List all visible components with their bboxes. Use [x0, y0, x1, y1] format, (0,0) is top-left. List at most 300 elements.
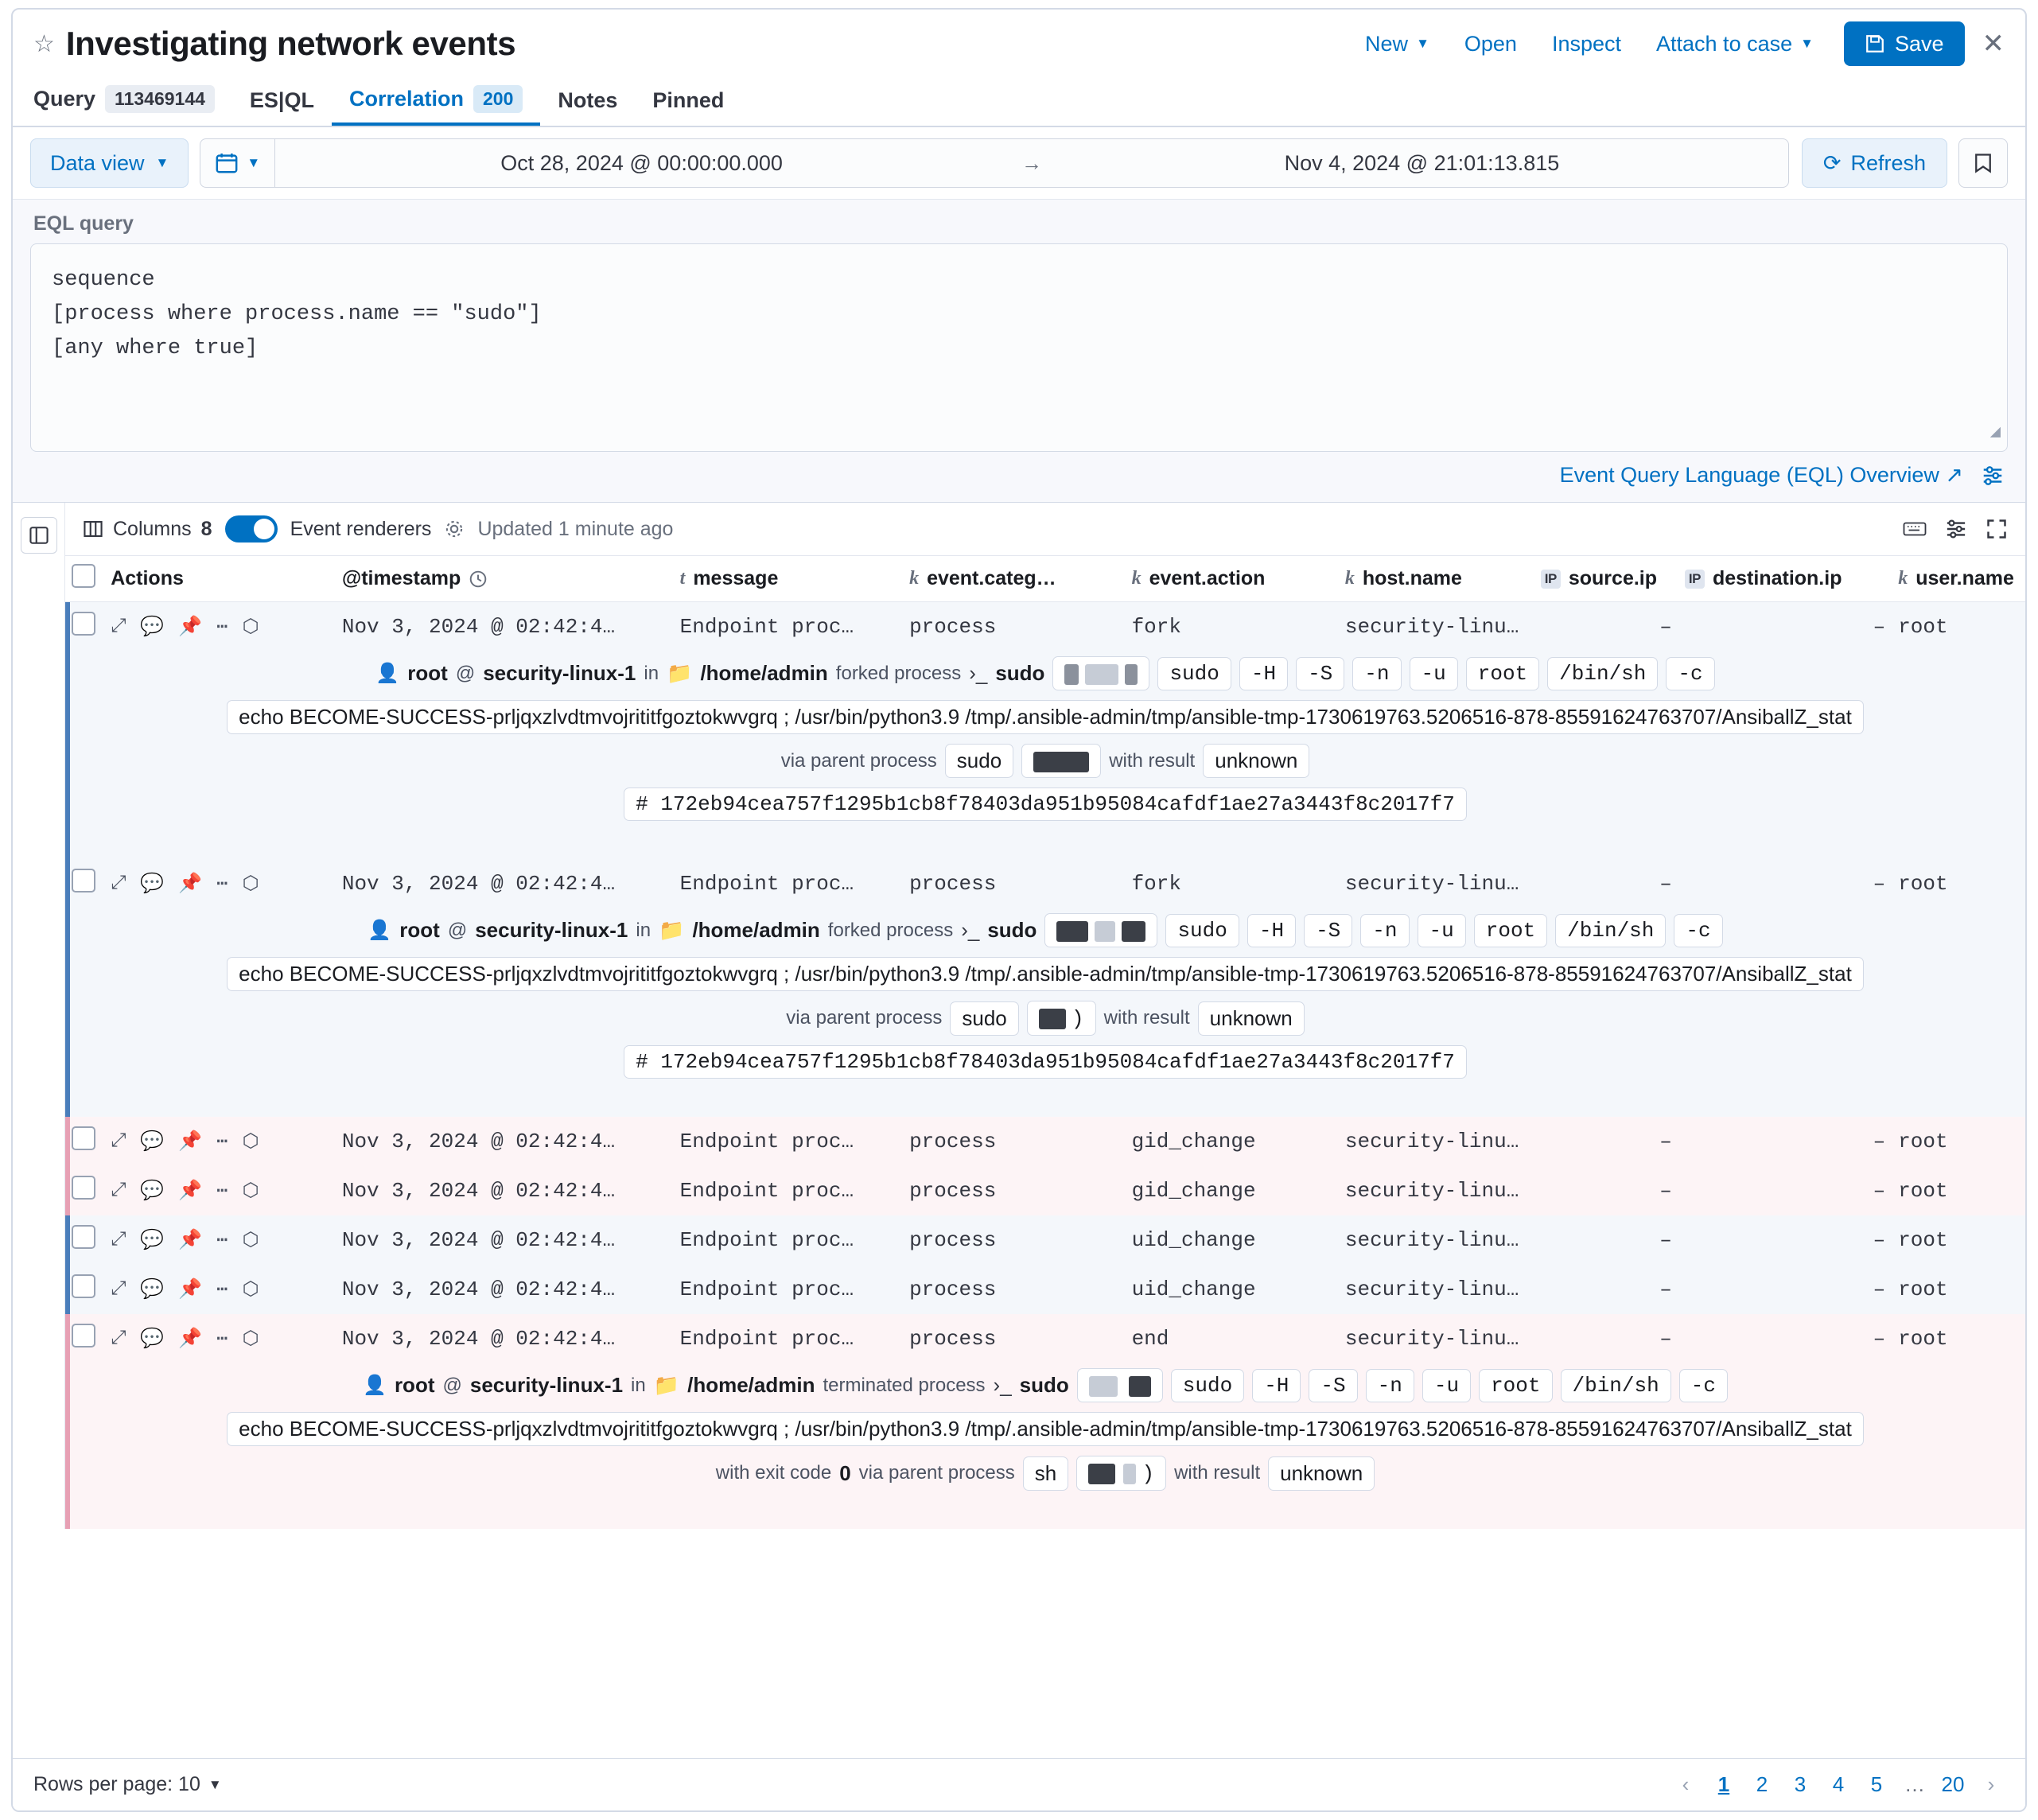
- eql-line-2: [process where process.name == "sudo"]: [52, 302, 542, 327]
- refresh-icon: ⟳: [1822, 150, 1842, 175]
- date-quick-select-button[interactable]: [200, 138, 274, 188]
- more-actions-icon[interactable]: ⋯: [216, 1132, 228, 1153]
- renderer-hash: [624, 1045, 1467, 1079]
- renderer-in-label: in: [644, 662, 659, 684]
- hash-value: 172eb94cea757f1295b1cb8f78403da951b95084cafdf1ae27a3443f8c2017f7: [660, 1050, 1455, 1074]
- renderer-arg: -H: [1239, 657, 1288, 690]
- cell-event-category: process: [909, 1179, 997, 1203]
- renderer-arg: -S: [1304, 914, 1352, 947]
- more-actions-icon[interactable]: ⋯: [216, 1181, 228, 1203]
- analyzer-icon[interactable]: ⬡: [242, 1280, 259, 1301]
- header-user-name-label: user.name: [1915, 567, 2014, 589]
- open-button[interactable]: [1447, 32, 1534, 56]
- grid-toolbar-right: [1903, 518, 2008, 540]
- new-label: New: [1365, 31, 1409, 56]
- tab-esql[interactable]: [232, 88, 332, 126]
- eql-footer: [13, 452, 2025, 502]
- cell-source-ip: –: [1659, 1130, 1672, 1153]
- renderer-process: sudo: [995, 661, 1045, 685]
- page-button-1[interactable]: 1: [1717, 1772, 1730, 1796]
- cell-host-name[interactable]: security-linu…: [1344, 1278, 1519, 1301]
- cell-message: Endpoint proc…: [679, 1130, 854, 1153]
- data-grid-wrapper: [13, 502, 2025, 1529]
- date-arrow-icon: →: [1021, 150, 1043, 175]
- pin-icon[interactable]: 📌: [178, 617, 203, 639]
- save-query-icon[interactable]: [1958, 138, 2008, 188]
- toggle-sidebar-icon[interactable]: [21, 517, 57, 554]
- start-date-input[interactable]: Oct 28, 2024 @ 00:00:00.000: [500, 150, 783, 175]
- header-source-ip[interactable]: [1534, 556, 1678, 602]
- header-destination-ip[interactable]: [1678, 556, 1892, 602]
- page-ellipsis: …: [1904, 1772, 1925, 1796]
- header-destination-ip-label: destination.ip: [1712, 567, 1842, 589]
- row-select-cell[interactable]: [65, 859, 104, 908]
- event-renderer-row: [65, 908, 2025, 1117]
- row-checkbox[interactable]: [72, 1126, 95, 1150]
- events-table: [65, 555, 2025, 1529]
- attach-to-case-label: Attach to case: [1656, 31, 1793, 56]
- cell-source-ip: –: [1659, 1228, 1672, 1252]
- calendar-icon: [215, 151, 239, 175]
- cell-source-ip: –: [1659, 872, 1672, 896]
- tab-query-badge: 113469144: [105, 85, 215, 113]
- cell-timestamp: Nov 3, 2024 @ 02:42:4…: [341, 1179, 616, 1203]
- renderer-result-label: with result: [1174, 1462, 1261, 1484]
- keyboard-shortcuts-icon[interactable]: [1903, 519, 1927, 539]
- tab-pinned[interactable]: [635, 88, 741, 126]
- chevron-down-icon: ▼: [208, 1776, 222, 1792]
- cell-event-category: process: [909, 1278, 997, 1301]
- star-icon[interactable]: ☆: [33, 30, 55, 57]
- folder-icon: 📁: [667, 661, 693, 685]
- table-header-row: [65, 556, 2025, 602]
- renderer-arg: -S: [1309, 1369, 1357, 1402]
- eql-settings-icon[interactable]: [1981, 464, 2005, 488]
- rows-per-page-selector[interactable]: [33, 1773, 222, 1796]
- renderer-parent: sudo: [950, 1001, 1018, 1036]
- event-renderer: [65, 651, 2025, 838]
- renderer-arg: root: [1479, 1369, 1552, 1402]
- cell-host-name[interactable]: security-linu…: [1344, 1228, 1519, 1252]
- inspect-label: Inspect: [1551, 31, 1622, 56]
- cell-event-category: process: [909, 615, 997, 639]
- row-select-cell[interactable]: [65, 1265, 104, 1314]
- renderer-hash: [624, 788, 1467, 821]
- cell-message: Endpoint proc…: [679, 872, 854, 896]
- header-host-name[interactable]: [1339, 556, 1534, 602]
- renderer-redacted-pid: [1052, 656, 1149, 690]
- cell-host-name[interactable]: security-linu…: [1344, 615, 1519, 639]
- renderer-arg: /bin/sh: [1561, 1369, 1671, 1402]
- expand-icon[interactable]: ⤢: [111, 1180, 126, 1202]
- comment-icon[interactable]: 💬: [140, 1132, 165, 1153]
- renderer-host: security-linux-1: [475, 918, 628, 942]
- cell-message: Endpoint proc…: [679, 1179, 854, 1203]
- renderer-at: @: [455, 662, 476, 684]
- chevron-down-icon: ▼: [1416, 36, 1429, 51]
- columns-button[interactable]: [83, 518, 212, 541]
- tab-correlation-label: Correlation: [348, 87, 465, 111]
- table-row[interactable]: [65, 1215, 2025, 1265]
- pin-icon[interactable]: 📌: [178, 874, 203, 896]
- renderer-arg: sudo: [1171, 1369, 1244, 1402]
- row-actions-cell[interactable]: [104, 1265, 336, 1314]
- event-renderer: [65, 908, 2025, 1096]
- hash-prefix: #: [636, 1050, 648, 1074]
- header-timestamp[interactable]: [336, 556, 674, 602]
- table-row[interactable]: [65, 602, 2025, 652]
- cell-event-action: fork: [1131, 872, 1181, 896]
- comment-icon[interactable]: 💬: [140, 1280, 165, 1301]
- cell-timestamp: Nov 3, 2024 @ 02:42:4…: [341, 1327, 616, 1351]
- expand-icon[interactable]: ⤢: [111, 616, 126, 638]
- renderer-at: @: [442, 1374, 462, 1396]
- cell-user-name[interactable]: root: [1898, 615, 1948, 639]
- cell-source-ip: –: [1659, 1278, 1672, 1301]
- cell-source-ip: –: [1659, 1327, 1672, 1351]
- pin-icon[interactable]: 📌: [178, 1181, 203, 1203]
- renderer-arg: sudo: [1157, 657, 1231, 690]
- grid-left-rail: [13, 503, 65, 1529]
- row-actions-cell[interactable]: [104, 859, 336, 908]
- header-event-action-label: event.action: [1149, 567, 1266, 589]
- tab-bar: [13, 78, 2025, 127]
- new-button[interactable]: [1348, 32, 1447, 56]
- cell-host-name[interactable]: security-linu…: [1344, 1130, 1519, 1153]
- renderer-arg: -c: [1679, 1369, 1728, 1402]
- renderer-in-label: in: [631, 1374, 646, 1396]
- tab-query[interactable]: [33, 85, 232, 126]
- refresh-label: Refresh: [1850, 150, 1926, 175]
- cell-destination-ip: –: [1873, 615, 1886, 639]
- external-link-icon: ↗: [1945, 463, 1963, 487]
- eql-query-label: EQL query: [33, 212, 134, 235]
- cell-timestamp: Nov 3, 2024 @ 02:42:4…: [341, 1228, 616, 1252]
- user-icon: 👤: [363, 1375, 387, 1396]
- cell-destination-ip: –: [1873, 1228, 1886, 1252]
- row-checkbox[interactable]: [72, 1225, 95, 1249]
- cell-event-category: process: [909, 1327, 997, 1351]
- tab-correlation[interactable]: [332, 85, 540, 126]
- cell-event-category: process: [909, 872, 997, 896]
- console-icon: ›_: [961, 918, 980, 942]
- renderer-process: sudo: [987, 918, 1037, 942]
- save-label: Save: [1894, 31, 1944, 56]
- renderer-arg: sudo: [1165, 914, 1239, 947]
- cell-event-action: fork: [1131, 615, 1181, 639]
- row-select-cell[interactable]: [65, 1117, 104, 1166]
- row-actions-cell[interactable]: [104, 1166, 336, 1215]
- eql-line-3: [any where true]: [52, 336, 259, 361]
- renderer-at: @: [447, 919, 468, 941]
- updated-status: Updated 1 minute ago: [477, 517, 674, 540]
- grid-footer: [13, 1758, 2025, 1810]
- more-actions-icon[interactable]: ⋯: [216, 1329, 228, 1351]
- tab-notes[interactable]: [540, 88, 635, 126]
- field-type-keyword-icon: k: [909, 568, 920, 589]
- eql-overview-label: Event Query Language (EQL) Overview: [1559, 463, 1939, 487]
- header-timestamp-label: @timestamp: [341, 567, 461, 589]
- table-row[interactable]: [65, 859, 2025, 908]
- analyzer-icon[interactable]: ⬡: [242, 1181, 259, 1203]
- cell-message: Endpoint proc…: [679, 615, 854, 639]
- date-range-picker: [274, 138, 1789, 188]
- renderer-user: root: [394, 1373, 435, 1397]
- previous-page-button[interactable]: ‹: [1682, 1772, 1690, 1796]
- analyzer-icon[interactable]: ⬡: [242, 1132, 259, 1153]
- row-checkbox[interactable]: [72, 1324, 95, 1348]
- cell-user-name[interactable]: root: [1898, 1278, 1948, 1301]
- expand-icon[interactable]: ⤢: [111, 1230, 126, 1251]
- refresh-button[interactable]: [1802, 138, 1947, 188]
- renderer-arg: -u: [1410, 657, 1458, 690]
- row-checkbox[interactable]: [72, 1176, 95, 1200]
- user-icon: 👤: [368, 920, 392, 941]
- eql-query-editor[interactable]: [30, 243, 2008, 452]
- renderer-dir: /home/admin: [687, 1373, 815, 1397]
- event-renderers-toggle[interactable]: [225, 515, 278, 542]
- row-actions-cell[interactable]: [104, 1117, 336, 1166]
- expand-icon[interactable]: ⤢: [111, 1328, 126, 1350]
- console-icon: ›_: [993, 1373, 1012, 1397]
- cell-event-action: uid_change: [1131, 1278, 1256, 1301]
- event-renderer-row: [65, 651, 2025, 859]
- cell-event-action: gid_change: [1131, 1179, 1256, 1203]
- cell-event-category: process: [909, 1130, 997, 1153]
- renderer-redacted-pid: [1077, 1368, 1163, 1402]
- header-message-label: message: [693, 567, 779, 589]
- select-all-checkbox[interactable]: [72, 564, 95, 588]
- field-type-keyword-icon: k: [1344, 568, 1355, 589]
- renderer-parent-label: via parent process: [780, 749, 937, 772]
- renderer-arg: -c: [1674, 914, 1722, 947]
- console-icon: ›_: [969, 661, 988, 685]
- page-button-3[interactable]: 3: [1794, 1772, 1807, 1796]
- comment-icon[interactable]: 💬: [140, 874, 165, 896]
- more-actions-icon[interactable]: ⋯: [216, 617, 228, 639]
- renderer-redacted-parent-pid: ): [1027, 1001, 1096, 1036]
- renderer-arg: -c: [1666, 657, 1714, 690]
- renderer-dir: /home/admin: [700, 661, 828, 685]
- table-row[interactable]: [65, 1265, 2025, 1314]
- renderer-verb: terminated process: [823, 1374, 986, 1396]
- event-renderer: [65, 1363, 2025, 1508]
- row-select-cell[interactable]: [65, 1166, 104, 1215]
- expand-icon[interactable]: ⤢: [111, 1131, 126, 1153]
- cell-user-name[interactable]: root: [1898, 872, 1948, 896]
- select-all-header[interactable]: [65, 556, 104, 602]
- data-view-selector[interactable]: [30, 138, 189, 188]
- header-actions: [104, 556, 336, 602]
- renderer-parent: sh: [1023, 1456, 1068, 1491]
- save-button[interactable]: [1844, 21, 1965, 66]
- header-host-name-label: host.name: [1362, 567, 1462, 589]
- folder-icon: 📁: [659, 918, 685, 942]
- more-actions-icon[interactable]: ⋯: [216, 874, 228, 896]
- table-row[interactable]: [65, 1314, 2025, 1363]
- row-select-cell[interactable]: [65, 1314, 104, 1363]
- renderer-in-label: in: [636, 919, 651, 941]
- renderer-host: security-linux-1: [469, 1373, 624, 1397]
- rows-per-page-label: Rows per page: 10: [33, 1773, 200, 1795]
- renderer-arg: root: [1466, 657, 1539, 690]
- cell-source-ip: –: [1659, 1179, 1672, 1203]
- renderer-command: echo BECOME-SUCCESS-prljqxzlvdtmvojrititfgoztokwvgrq ; /usr/bin/python3.9 /tmp/.ansible-admin/tmp/ansible-tmp-1730619763.5206516-878-85591624763707/AnsiballZ_stat: [227, 700, 1864, 734]
- cell-host-name[interactable]: security-linu…: [1344, 1327, 1519, 1351]
- comment-icon[interactable]: 💬: [140, 617, 165, 639]
- cell-source-ip: –: [1659, 615, 1672, 639]
- pin-icon[interactable]: 📌: [178, 1329, 203, 1351]
- chevron-down-icon: ▼: [155, 155, 169, 170]
- page-button-5[interactable]: 5: [1870, 1772, 1883, 1796]
- cell-event-category: process: [909, 1228, 997, 1252]
- field-type-keyword-icon: k: [1898, 568, 1908, 589]
- renderer-arg: -u: [1418, 914, 1466, 947]
- renderer-redacted-parent-pid: [1021, 744, 1101, 778]
- renderer-redacted-parent-pid: ): [1076, 1456, 1166, 1491]
- pin-icon[interactable]: 📌: [178, 1132, 203, 1153]
- renderer-command: echo BECOME-SUCCESS-prljqxzlvdtmvojrititfgoztokwvgrq ; /usr/bin/python3.9 /tmp/.ansible-admin/tmp/ansible-tmp-1730619763.5206516-878-85591624763707/AnsiballZ_stat: [227, 1412, 1864, 1446]
- event-renderers-label: Event renderers: [290, 517, 432, 540]
- renderer-verb: forked process: [827, 919, 954, 941]
- analyzer-icon[interactable]: ⬡: [242, 1231, 259, 1252]
- comment-icon[interactable]: 💬: [140, 1181, 165, 1203]
- field-type-text-icon: t: [679, 568, 686, 589]
- eql-query-section: [13, 199, 2025, 502]
- data-grid: [65, 503, 2025, 1529]
- row-select-cell[interactable]: [65, 602, 104, 652]
- cell-user-name[interactable]: root: [1898, 1228, 1948, 1252]
- tab-esql-label: ES|QL: [249, 88, 314, 112]
- renderer-arg: -S: [1296, 657, 1344, 690]
- renderer-arg: /bin/sh: [1547, 657, 1658, 690]
- row-actions-cell[interactable]: [104, 602, 336, 652]
- field-type-keyword-icon: k: [1131, 568, 1142, 589]
- next-page-button[interactable]: ›: [1987, 1772, 1995, 1796]
- page-button-4[interactable]: 4: [1832, 1772, 1845, 1796]
- renderer-arg: /bin/sh: [1555, 914, 1666, 947]
- chevron-down-icon: ▼: [1800, 36, 1814, 51]
- header-event-action[interactable]: [1126, 556, 1339, 602]
- renderer-result: unknown: [1203, 744, 1309, 778]
- gear-icon[interactable]: [444, 519, 465, 539]
- cell-timestamp: Nov 3, 2024 @ 02:42:4…: [341, 1130, 616, 1153]
- cell-timestamp: Nov 3, 2024 @ 02:42:4…: [341, 872, 616, 896]
- renderer-user: root: [407, 661, 448, 685]
- cell-user-name[interactable]: root: [1898, 1179, 1948, 1203]
- renderer-process: sudo: [1019, 1373, 1069, 1397]
- row-checkbox[interactable]: [72, 1274, 95, 1298]
- cell-event-action: gid_change: [1131, 1130, 1256, 1153]
- cell-destination-ip: –: [1873, 1278, 1886, 1301]
- more-actions-icon[interactable]: ⋯: [216, 1280, 228, 1301]
- renderer-result: unknown: [1268, 1456, 1375, 1491]
- page-button-20[interactable]: 20: [1941, 1772, 1965, 1796]
- end-date-input[interactable]: Nov 4, 2024 @ 21:01:13.815: [1284, 150, 1560, 175]
- cell-event-action: uid_change: [1131, 1228, 1256, 1252]
- row-checkbox[interactable]: [72, 869, 95, 892]
- header-event-category[interactable]: [903, 556, 1125, 602]
- renderer-result-label: with result: [1109, 749, 1196, 772]
- analyzer-icon[interactable]: ⬡: [242, 1329, 259, 1351]
- renderer-redacted-pid: [1044, 913, 1157, 947]
- row-select-cell[interactable]: [65, 1215, 104, 1265]
- renderer-parent-label: via parent process: [858, 1462, 1015, 1484]
- header-message[interactable]: [674, 556, 903, 602]
- header-source-ip-label: source.ip: [1568, 567, 1658, 589]
- columns-icon: [83, 519, 103, 539]
- renderer-arg: -n: [1360, 914, 1409, 947]
- flyout-header: [13, 10, 2025, 78]
- hash-value: 172eb94cea757f1295b1cb8f78403da951b95084cafdf1ae27a3443f8c2017f7: [660, 792, 1455, 816]
- hash-prefix: #: [636, 792, 648, 816]
- header-actions: [1348, 21, 2005, 66]
- renderer-result: unknown: [1198, 1001, 1305, 1036]
- inspect-button[interactable]: [1534, 32, 1639, 56]
- row-checkbox[interactable]: [72, 612, 95, 636]
- columns-label: Columns: [113, 517, 192, 540]
- cell-host-name[interactable]: security-linu…: [1344, 1179, 1519, 1203]
- columns-count: 8: [200, 517, 212, 540]
- renderer-arg: -n: [1352, 657, 1401, 690]
- renderer-parent-label: via parent process: [786, 1007, 943, 1029]
- query-bar: [13, 127, 2025, 199]
- page-button-2[interactable]: 2: [1756, 1772, 1768, 1796]
- cell-host-name[interactable]: security-linu…: [1344, 872, 1519, 896]
- table-row[interactable]: [65, 1166, 2025, 1215]
- display-options-icon[interactable]: [1944, 519, 1968, 539]
- row-actions-cell[interactable]: [104, 1215, 336, 1265]
- analyzer-icon[interactable]: ⬡: [242, 874, 259, 896]
- field-type-ip-icon: IP: [1685, 570, 1705, 589]
- pin-icon[interactable]: 📌: [178, 1231, 203, 1252]
- renderer-verb: forked process: [835, 662, 962, 684]
- cell-destination-ip: –: [1873, 872, 1886, 896]
- expand-icon[interactable]: ⤢: [111, 1279, 126, 1301]
- chevron-down-icon: ▼: [247, 155, 261, 170]
- cell-destination-ip: –: [1873, 1327, 1886, 1351]
- renderer-exit-code: 0: [839, 1460, 851, 1485]
- cell-user-name[interactable]: root: [1898, 1327, 1948, 1351]
- renderer-command: echo BECOME-SUCCESS-prljqxzlvdtmvojrititfgoztokwvgrq ; /usr/bin/python3.9 /tmp/.ansible-admin/tmp/ansible-tmp-1730619763.5206516-878-85591624763707/AnsiballZ_stat: [227, 957, 1864, 991]
- resize-handle-icon[interactable]: ◢: [1989, 422, 2001, 442]
- table-row[interactable]: [65, 1117, 2025, 1166]
- fullscreen-icon[interactable]: [1985, 518, 2008, 540]
- investigation-flyout: [11, 8, 2027, 1812]
- eql-overview-link[interactable]: [1560, 463, 1963, 488]
- comment-icon[interactable]: 💬: [140, 1329, 165, 1351]
- renderer-parent: sudo: [945, 744, 1013, 778]
- pin-icon[interactable]: 📌: [178, 1280, 203, 1301]
- attach-to-case-button[interactable]: [1639, 32, 1831, 56]
- pagination: [1672, 1772, 2005, 1797]
- row-actions-cell[interactable]: [104, 1314, 336, 1363]
- cell-user-name[interactable]: root: [1898, 1130, 1948, 1153]
- renderer-dir: /home/admin: [692, 918, 820, 942]
- cell-destination-ip: –: [1873, 1130, 1886, 1153]
- header-user-name[interactable]: [1892, 556, 2025, 602]
- grid-toolbar: [65, 503, 2025, 555]
- renderer-arg: -H: [1247, 914, 1296, 947]
- renderer-host: security-linux-1: [483, 661, 636, 685]
- expand-icon[interactable]: ⤢: [111, 873, 126, 895]
- event-renderer-row: [65, 1363, 2025, 1529]
- tab-pinned-label: Pinned: [652, 88, 725, 112]
- more-actions-icon[interactable]: ⋯: [216, 1231, 228, 1252]
- analyzer-icon[interactable]: ⬡: [242, 617, 259, 639]
- close-icon[interactable]: ✕: [1982, 29, 2005, 59]
- comment-icon[interactable]: 💬: [140, 1231, 165, 1252]
